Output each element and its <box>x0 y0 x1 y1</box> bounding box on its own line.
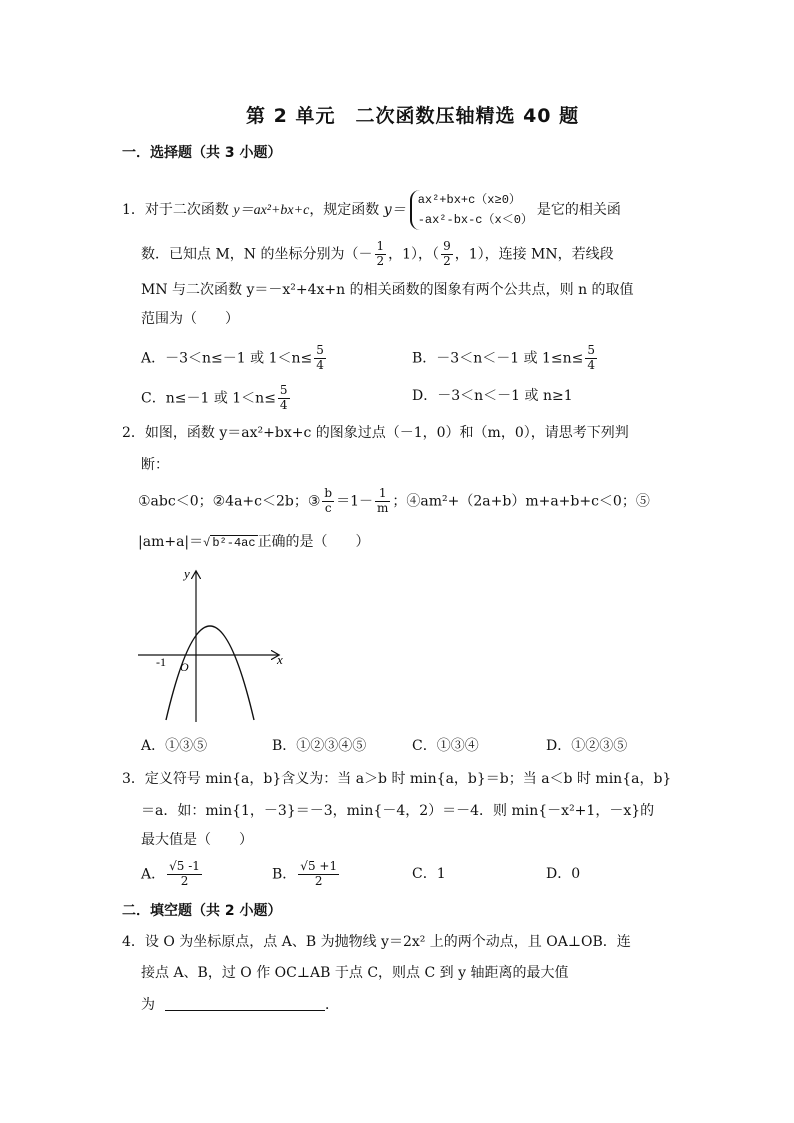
question-2-line-2: 断： <box>141 457 169 473</box>
section-heading-choice: 一．选择题（共 3 小题） <box>122 145 282 161</box>
piece-top: ax²+bx+c（x≥0） <box>417 193 521 207</box>
q3-option-c: C．1 <box>412 866 446 882</box>
q2-option-b: B．①②③④⑤ <box>272 738 367 754</box>
question-2-line-4: |am+a|＝√ b²-4ac 正确的是（ ） <box>138 534 370 550</box>
q1-formula: y＝ax²+bx+c <box>233 203 310 218</box>
q3-option-a: A． $\frac{√5 -1}{2}$ <box>141 859 200 888</box>
q2-option-c: C．①③④ <box>412 738 479 754</box>
question-3-line-2: ＝a．如：min{1，－3}＝－3，min{－4，2）＝－4．则 min{－x²+1，－x}的 <box>141 803 655 819</box>
y-axis-label: y <box>184 566 190 581</box>
q1-option-c: C．n≤－1 或 1＜n≤ $\frac{5}{4}$ <box>141 383 288 412</box>
fraction: $\frac{5}{4}$ <box>279 383 288 412</box>
q1-option-b: B．－3＜n＜－1 或 1≤n≤ $\frac{5}{4}$ <box>412 343 596 372</box>
question-4-line-3: 为 ． <box>141 997 339 1013</box>
parabola-graph <box>130 560 290 730</box>
fraction: $\frac{5}{4}$ <box>316 343 324 372</box>
fraction: $\frac{1}{m}$ <box>377 486 389 515</box>
question-1-line-2 <box>141 240 614 269</box>
fraction: $\frac{1}{2}$ <box>376 239 385 268</box>
fraction: $\frac{9}{2}$ <box>443 239 451 268</box>
fraction: $\frac{b}{c}$ <box>324 486 333 515</box>
question-4-line-2: 接点 A、B，过 O 作 OC⊥AB 于点 C，则点 C 到 y 轴距离的最大值 <box>141 965 569 981</box>
origin-label: O <box>180 660 189 674</box>
page-title: 第 2 单元 二次函数压轴精选 40 题 <box>246 105 580 127</box>
question-4-line-1: 4．设 O 为坐标原点，点 A、B 为抛物线 y＝2x² 上的两个动点，且 OA⊥OB．连 <box>122 934 631 950</box>
q1-text: 1．对于二次函数 <box>122 202 234 218</box>
fraction: $\frac{√5 -1}{2}$ <box>169 859 200 888</box>
q1-text: ，规定函数 <box>309 202 384 218</box>
question-2-line-1: 2．如图，函数 y＝ax²+bx+c 的图象过点（－1，0）和（m，0），请思考下列判 <box>122 425 629 441</box>
q3-option-d: D．0 <box>546 866 581 882</box>
square-root: √ b²-4ac <box>203 536 256 550</box>
piecewise-function <box>410 190 533 230</box>
question-1-line-4: 范围为（ ） <box>141 311 239 327</box>
q1-text: 是它的相关函 <box>536 202 621 218</box>
fraction: $\frac{√5 +1}{2}$ <box>300 859 338 888</box>
q1-option-a: A．－3＜n≤－1 或 1＜n≤ $\frac{5}{4}$ <box>141 343 324 372</box>
q1-text: ，1），连接 MN，若线段 <box>454 246 614 263</box>
section-heading-fill-blank: 二．填空题（共 2 小题） <box>122 903 282 919</box>
question-3-line-3: 最大值是（ ） <box>141 832 253 848</box>
q2-option-d: D．①②③⑤ <box>546 738 628 754</box>
neg-one-label: -1 <box>156 655 166 669</box>
q1-text: 数．已知点 M，N 的坐标分别为（－ <box>141 246 373 263</box>
x-axis-label: x <box>277 652 283 667</box>
q1-option-d: D．－3＜n＜－1 或 n≥1 <box>412 388 573 404</box>
question-1-line-3: MN 与二次函数 y＝－x²+4x+n 的相关函数的图象有两个公共点，则 n 的取值 <box>141 282 634 298</box>
question-2-line-3: ①abc＜0；②4a+c＜2b；③ $\frac{b}{c}$ ＝1－ $\frac{1}{m}$ ；④am²+（2a+b）m+a+b+c＜0；⑤ <box>138 486 650 515</box>
piece-bottom: -ax²-bx-c（x＜0） <box>417 213 533 227</box>
question-1-line-1: 1．对于二次函数 y＝ax²+bx+c，规定函数 y＝ ax²+bx+c（x≥0） -ax²-bx-c（x＜0） 是它的相关函 <box>122 190 621 230</box>
q1-text: ，1），（ <box>388 246 440 263</box>
answer-blank[interactable] <box>165 1010 325 1011</box>
fraction: $\frac{5}{4}$ <box>587 343 596 372</box>
q3-option-b: B． $\frac{√5 +1}{2}$ <box>272 859 338 888</box>
q2-option-a: A．①③⑤ <box>141 738 208 754</box>
question-3-line-1: 3．定义符号 min{a，b}含义为：当 a＞b 时 min{a，b}＝b；当 a＜b 时 min{a，b} <box>122 771 672 787</box>
